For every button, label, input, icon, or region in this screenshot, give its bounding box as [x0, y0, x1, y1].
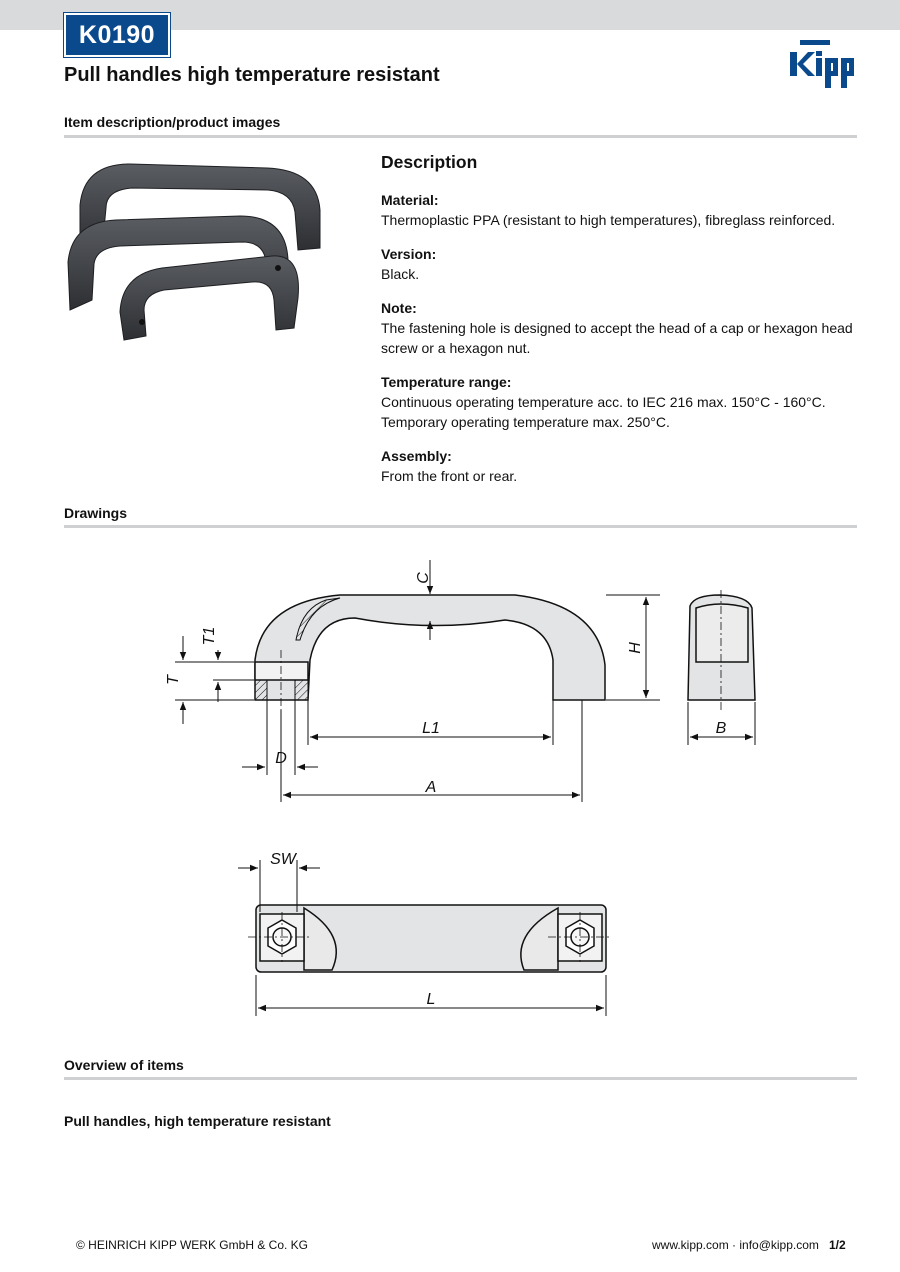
- description-block: [381, 152, 861, 500]
- technical-drawing: [0, 540, 900, 1040]
- dim-label-t: T: [165, 675, 182, 685]
- temperature-line-2: Temporary operating temperature max. 250°C.: [381, 414, 670, 430]
- end-view: [688, 595, 755, 700]
- section-divider: [64, 1077, 857, 1080]
- dim-label-c: C: [415, 572, 432, 584]
- dim-label-d: D: [275, 750, 287, 767]
- section-heading-item-description: Item description/product images: [64, 114, 281, 130]
- temperature-label: Temperature range:: [381, 374, 512, 390]
- temperature-line-1: Continuous operating temperature acc. to IEC 216 max. 150°C - 160°C.: [381, 394, 826, 410]
- dim-label-l: L: [426, 991, 436, 1008]
- product-photo: [62, 150, 324, 348]
- section-divider: [64, 135, 857, 138]
- note-text: The fastening hole is designed to accept the head of a cap or hexagon head screw or a hexagon nut.: [381, 320, 853, 356]
- dim-label-h: H: [627, 642, 644, 654]
- page-title: Pull handles high temperature resistant: [64, 64, 440, 86]
- assembly-text: From the front or rear.: [381, 468, 518, 484]
- material-label: Material:: [381, 192, 439, 208]
- footer-contact-link[interactable]: www.kipp.com · info@kipp.com: [652, 1238, 819, 1252]
- section-heading-overview: Overview of items: [64, 1057, 184, 1073]
- product-code-badge: K0190: [64, 13, 170, 57]
- dim-label-l1: L1: [422, 720, 440, 737]
- dim-label-t1: T1: [201, 626, 218, 646]
- kipp-logo: [784, 38, 860, 92]
- dim-label-a: A: [425, 779, 437, 796]
- footer-copyright: © HEINRICH KIPP WERK GmbH & Co. KG: [76, 1238, 308, 1252]
- top-view: [256, 905, 606, 972]
- note-label: Note:: [381, 300, 417, 316]
- material-text: Thermoplastic PPA (resistant to high temperatures), fibreglass reinforced.: [381, 212, 836, 228]
- section-heading-drawings: Drawings: [64, 505, 128, 521]
- assembly-label: Assembly:: [381, 448, 452, 464]
- dim-label-sw: SW: [270, 851, 296, 868]
- dim-label-b: B: [715, 720, 727, 737]
- page-number: 1/2: [829, 1238, 846, 1252]
- version-text: Black.: [381, 266, 420, 282]
- description-heading: Description: [381, 152, 478, 172]
- section-divider: [64, 525, 857, 528]
- overview-subheading: Pull handles, high temperature resistant: [64, 1113, 331, 1129]
- version-label: Version:: [381, 246, 437, 262]
